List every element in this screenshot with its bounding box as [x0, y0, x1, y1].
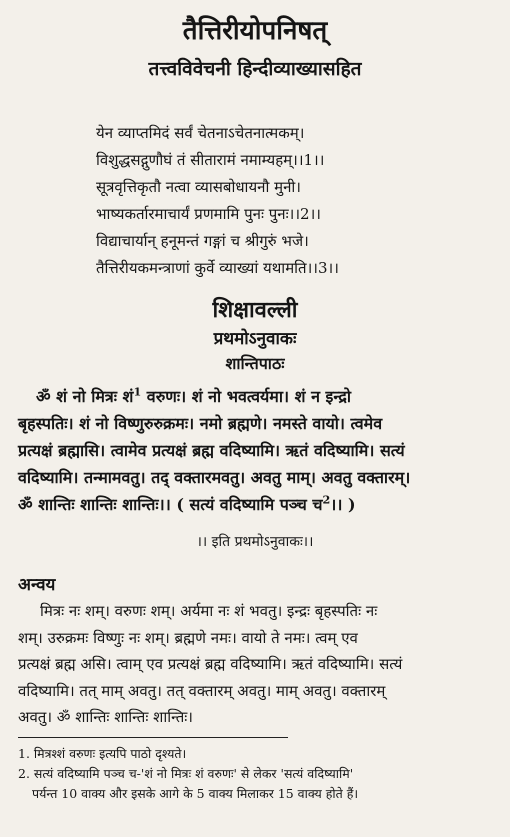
anvaya-line: प्रत्यक्षं ब्रह्म असि। त्वाम् एव प्रत्यक्षं ब्रह्म वदिष्यामि। ऋतं वदिष्यामि। सत्यं — [18, 655, 403, 673]
footnote-2-cont: पर्यन्त 10 वाक्य और इसके आगे के 5 वाक्य मिलाकर 15 वाक्य होते हैं। — [32, 786, 359, 801]
anvaya-line: वदिष्यामि। तत् माम् अवतु। तत् वक्तारम् अवतु। माम् अवतु। वक्तारम् — [18, 681, 386, 700]
mantra-line: वदिष्यामि। तन्मामवतु। तद् वक्तारमवतु। अवतु माम्। अवतु वक्तारम्। — [18, 468, 411, 487]
verse-line: सूत्रवृत्तिकृतौ नत्वा व्यासबोधायनौ मुनी। — [96, 178, 301, 196]
section-heading-shanti: शान्तिपाठः — [225, 354, 285, 373]
section-heading-anuvaka: प्रथमोऽनुवाकः — [213, 329, 297, 349]
footnote-divider — [18, 737, 288, 738]
anvaya-heading: अन्वय — [18, 575, 56, 595]
anvaya-line: शम्। उरुक्रमः विष्णुः नः शम्। ब्रह्मणे नमः। वायो ते नमः। त्वम् एव — [18, 628, 358, 647]
anvaya-line: मित्रः नः शम्। वरुणः शम्। अर्यमा नः शं भवतु। इन्द्रः बृहस्पतिः नः — [40, 602, 378, 620]
mantra-line: ॐ शान्तिः शान्तिः शान्तिः।। ( सत्यं वदिष्यामि पञ्च च$^2$।। ) — [18, 492, 356, 514]
verse-line: येन व्याप्तमिदं सर्वं चेतनाऽचेतनात्मकम्। — [96, 124, 305, 142]
footnotes — [18, 744, 496, 804]
anvaya-line: अवतु। ॐ शान्तिः शान्तिः शान्तिः। — [18, 708, 193, 726]
verse-line: भाष्यकर्तारमाचार्यं प्रणमामि पुनः पुनः।।2।। — [96, 205, 321, 223]
invocation-verses — [96, 121, 456, 283]
anvaya-text — [18, 598, 496, 731]
mantra-text — [18, 383, 496, 518]
page-title: तैत्तिरीयोपनिषत् — [182, 16, 328, 46]
section-heading-valli: शिक्षावल्ली — [212, 297, 298, 323]
footnote-ref-1: 1 — [133, 384, 142, 399]
verse-line: विद्याचार्यान् हनूमन्तं गङ्गां च श्रीगुरुं भजे। — [96, 232, 309, 250]
verse-line: विशुद्धसद्गुणौघं तं सीतारामं नमाम्यहम्।।1।। — [96, 151, 325, 169]
footnote-2: 2. सत्यं वदिष्यामि पञ्च च-'शं नो मित्रः शं वरुणः' से लेकर 'सत्यं वदिष्यामि' — [18, 766, 354, 781]
page-subtitle: तत्त्वविवेचनी हिन्दीव्याख्यासहित — [148, 58, 362, 80]
section-end-marker: ।। इति प्रथमोऽनुवाकः।। — [196, 534, 314, 550]
mantra-line: बृहस्पतिः। शं नो विष्णुरुरुक्रमः। नमो ब्रह्मणे। नमस्ते वायो। त्वमेव — [18, 414, 383, 433]
footnote-1: 1. मित्रश्शं वरुणः इत्यपि पाठो दृश्यते। — [18, 746, 187, 761]
footnote-ref-2: 2 — [322, 492, 331, 507]
verse-line: तैत्तिरीयकमन्त्राणां कुर्वे व्याख्यां यथामति।।3।। — [96, 259, 339, 277]
mantra-line: प्रत्यक्षं ब्रह्मासि। त्वामेव प्रत्यक्षं ब्रह्म वदिष्यामि। ऋतं वदिष्यामि। सत्यं — [18, 441, 405, 460]
mantra-line: ॐ शं नो मित्रः शं$^1$ वरुणः। शं नो भवत्वर्यमा। शं न इन्द्रो — [36, 384, 351, 406]
